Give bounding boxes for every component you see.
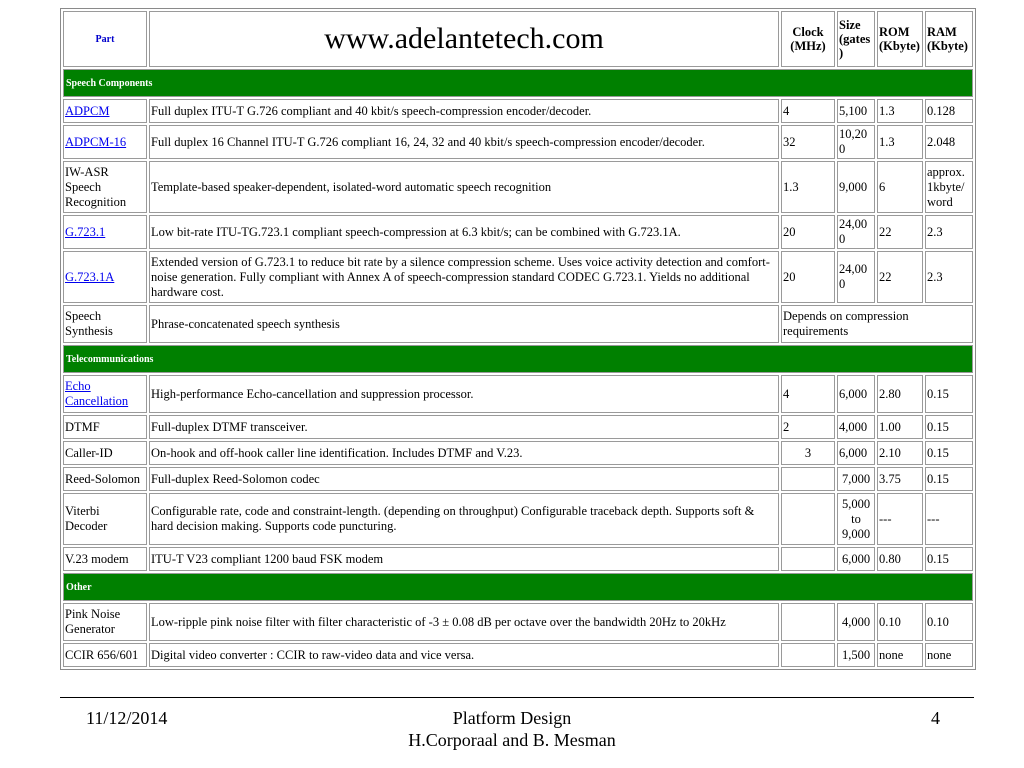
desc-cell: Full duplex ITU-T G.726 compliant and 40 kbit/s speech-compression encoder/decoder. (149, 99, 779, 123)
spanned-note-cell: Depends on compression requirements (781, 305, 973, 343)
rom-cell: 1.3 (877, 125, 923, 159)
section-row-speech (63, 69, 973, 97)
header-clock: Clock (MHz) (781, 11, 835, 67)
rom-cell: 0.10 (877, 603, 923, 641)
ram-cell: 0.10 (925, 603, 973, 641)
desc-cell: Phrase-concatenated speech synthesis (149, 305, 779, 343)
footer-center (362, 707, 662, 751)
part-cell: Caller-ID (63, 441, 147, 465)
part-cell: Reed-Solomon (63, 467, 147, 491)
rom-cell: 22 (877, 251, 923, 303)
size-cell: 10,200 (837, 125, 875, 159)
size-cell: 5,000 to 9,000 (837, 493, 875, 545)
table-row-synth (63, 305, 973, 343)
rom-cell: 2.80 (877, 375, 923, 413)
rom-cell: 3.75 (877, 467, 923, 491)
rom-cell: 22 (877, 215, 923, 249)
size-cell: 5,100 (837, 99, 875, 123)
rom-cell: --- (877, 493, 923, 545)
clock-cell: 2 (781, 415, 835, 439)
part-link-adpcm[interactable]: ADPCM (65, 103, 110, 118)
rom-cell: 1.00 (877, 415, 923, 439)
header-part: Part (63, 11, 147, 67)
ip-core-table (60, 8, 976, 670)
part-link-echo[interactable]: Echo Cancellation (65, 379, 129, 408)
part-cell[interactable] (63, 125, 147, 159)
size-cell: 4,000 (837, 415, 875, 439)
table-row-adpcm16 (63, 125, 973, 159)
footer-divider (60, 697, 974, 698)
table-row-echo (63, 375, 973, 413)
ram-cell: 0.15 (925, 467, 973, 491)
clock-cell: 1.3 (781, 161, 835, 213)
part-cell: CCIR 656/601 (63, 643, 147, 667)
part-cell: V.23 modem (63, 547, 147, 571)
rom-cell: 0.80 (877, 547, 923, 571)
size-cell: 24,000 (837, 215, 875, 249)
table-row-g7231a (63, 251, 973, 303)
clock-cell: 4 (781, 99, 835, 123)
part-cell[interactable] (63, 251, 147, 303)
ram-cell: 0.15 (925, 547, 973, 571)
clock-cell (781, 603, 835, 641)
table-row-iwasr (63, 161, 973, 213)
clock-cell (781, 643, 835, 667)
size-cell: 6,000 (837, 441, 875, 465)
desc-cell: Extended version of G.723.1 to reduce bit rate by a silence compression scheme. Uses voice activity detection and comfort-noise generation. Fully compliant with Annex A of speech-compression standard CODEC G.723.1. Yields no additional hardware cost. (149, 251, 779, 303)
size-cell: 1,500 (837, 643, 875, 667)
header-row (63, 11, 973, 67)
footer-page-number: 4 (931, 708, 940, 728)
section-title: Speech Components (63, 69, 973, 97)
desc-cell: Full-duplex Reed-Solomon codec (149, 467, 779, 491)
part-link-adpcm16[interactable]: ADPCM-16 (65, 134, 127, 149)
part-cell: Speech Synthesis (63, 305, 147, 343)
section-title: Other (63, 573, 973, 601)
part-link-g7231[interactable]: G.723.1 (65, 224, 106, 239)
ram-cell: 2.048 (925, 125, 973, 159)
ram-cell: none (925, 643, 973, 667)
desc-cell: Template-based speaker-dependent, isolated-word automatic speech recognition (149, 161, 779, 213)
clock-cell (781, 547, 835, 571)
desc-cell: Low bit-rate ITU-TG.723.1 compliant speech-compression at 6.3 kbit/s; can be combined with G.723.1A. (149, 215, 779, 249)
footer-date: 11/12/2014 (86, 708, 168, 728)
desc-cell: Full-duplex DTMF transceiver. (149, 415, 779, 439)
header-rom: ROM (Kbyte) (877, 11, 923, 67)
table-row-dtmf (63, 415, 973, 439)
table-row-g7231 (63, 215, 973, 249)
section-title: Telecommunications (63, 345, 973, 373)
rom-cell: 6 (877, 161, 923, 213)
size-cell: 6,000 (837, 547, 875, 571)
ram-cell: 0.15 (925, 375, 973, 413)
table-row-pink-noise (63, 603, 973, 641)
ram-cell: --- (925, 493, 973, 545)
part-cell: DTMF (63, 415, 147, 439)
header-size: Size (gates) (837, 11, 875, 67)
desc-cell: Configurable rate, code and constraint-length. (depending on throughput) Configurable traceback depth. Supports soft & hard decision making. Supports code puncturing. (149, 493, 779, 545)
rom-cell: 1.3 (877, 99, 923, 123)
ram-cell: 0.128 (925, 99, 973, 123)
part-cell: Viterbi Decoder (63, 493, 147, 545)
desc-cell: ITU-T V23 compliant 1200 baud FSK modem (149, 547, 779, 571)
part-cell[interactable] (63, 99, 147, 123)
size-cell: 6,000 (837, 375, 875, 413)
desc-cell: Digital video converter : CCIR to raw-video data and vice versa. (149, 643, 779, 667)
desc-cell: Full duplex 16 Channel ITU-T G.726 compliant 16, 24, 32 and 40 kbit/s speech-compression encoder/decoder. (149, 125, 779, 159)
clock-cell (781, 467, 835, 491)
clock-cell: 4 (781, 375, 835, 413)
section-row-telecom (63, 345, 973, 373)
size-cell: 9,000 (837, 161, 875, 213)
size-cell: 4,000 (837, 603, 875, 641)
part-cell: IW-ASR Speech Recognition (63, 161, 147, 213)
footer-authors: H.Corporaal and B. Mesman (408, 730, 616, 750)
clock-cell: 3 (781, 441, 835, 465)
rom-cell: 2.10 (877, 441, 923, 465)
ram-cell: 0.15 (925, 441, 973, 465)
part-cell: Pink Noise Generator (63, 603, 147, 641)
size-cell: 7,000 (837, 467, 875, 491)
part-cell[interactable] (63, 215, 147, 249)
rom-cell: none (877, 643, 923, 667)
clock-cell (781, 493, 835, 545)
ram-cell: 0.15 (925, 415, 973, 439)
table-row-reed-solomon (63, 467, 973, 491)
clock-cell: 20 (781, 215, 835, 249)
part-cell[interactable] (63, 375, 147, 413)
table-row-callerid (63, 441, 973, 465)
clock-cell: 32 (781, 125, 835, 159)
table-row-adpcm (63, 99, 973, 123)
ram-cell: 2.3 (925, 251, 973, 303)
ram-cell: approx. 1kbyte/ word (925, 161, 973, 213)
clock-cell: 20 (781, 251, 835, 303)
footer-title: Platform Design (452, 708, 572, 728)
table-row-viterbi (63, 493, 973, 545)
desc-cell: High-performance Echo-cancellation and suppression processor. (149, 375, 779, 413)
section-row-other (63, 573, 973, 601)
ram-cell: 2.3 (925, 215, 973, 249)
part-link-g7231a[interactable]: G.723.1A (65, 269, 115, 284)
table-row-v23 (63, 547, 973, 571)
desc-cell: On-hook and off-hook caller line identification. Includes DTMF and V.23. (149, 441, 779, 465)
header-site-title: www.adelantetech.com (149, 11, 779, 67)
desc-cell: Low-ripple pink noise filter with filter characteristic of -3 ± 0.08 dB per octave over the bandwidth 20Hz to 20kHz (149, 603, 779, 641)
size-cell: 24,000 (837, 251, 875, 303)
table-row-ccir (63, 643, 973, 667)
header-ram: RAM (Kbyte) (925, 11, 973, 67)
